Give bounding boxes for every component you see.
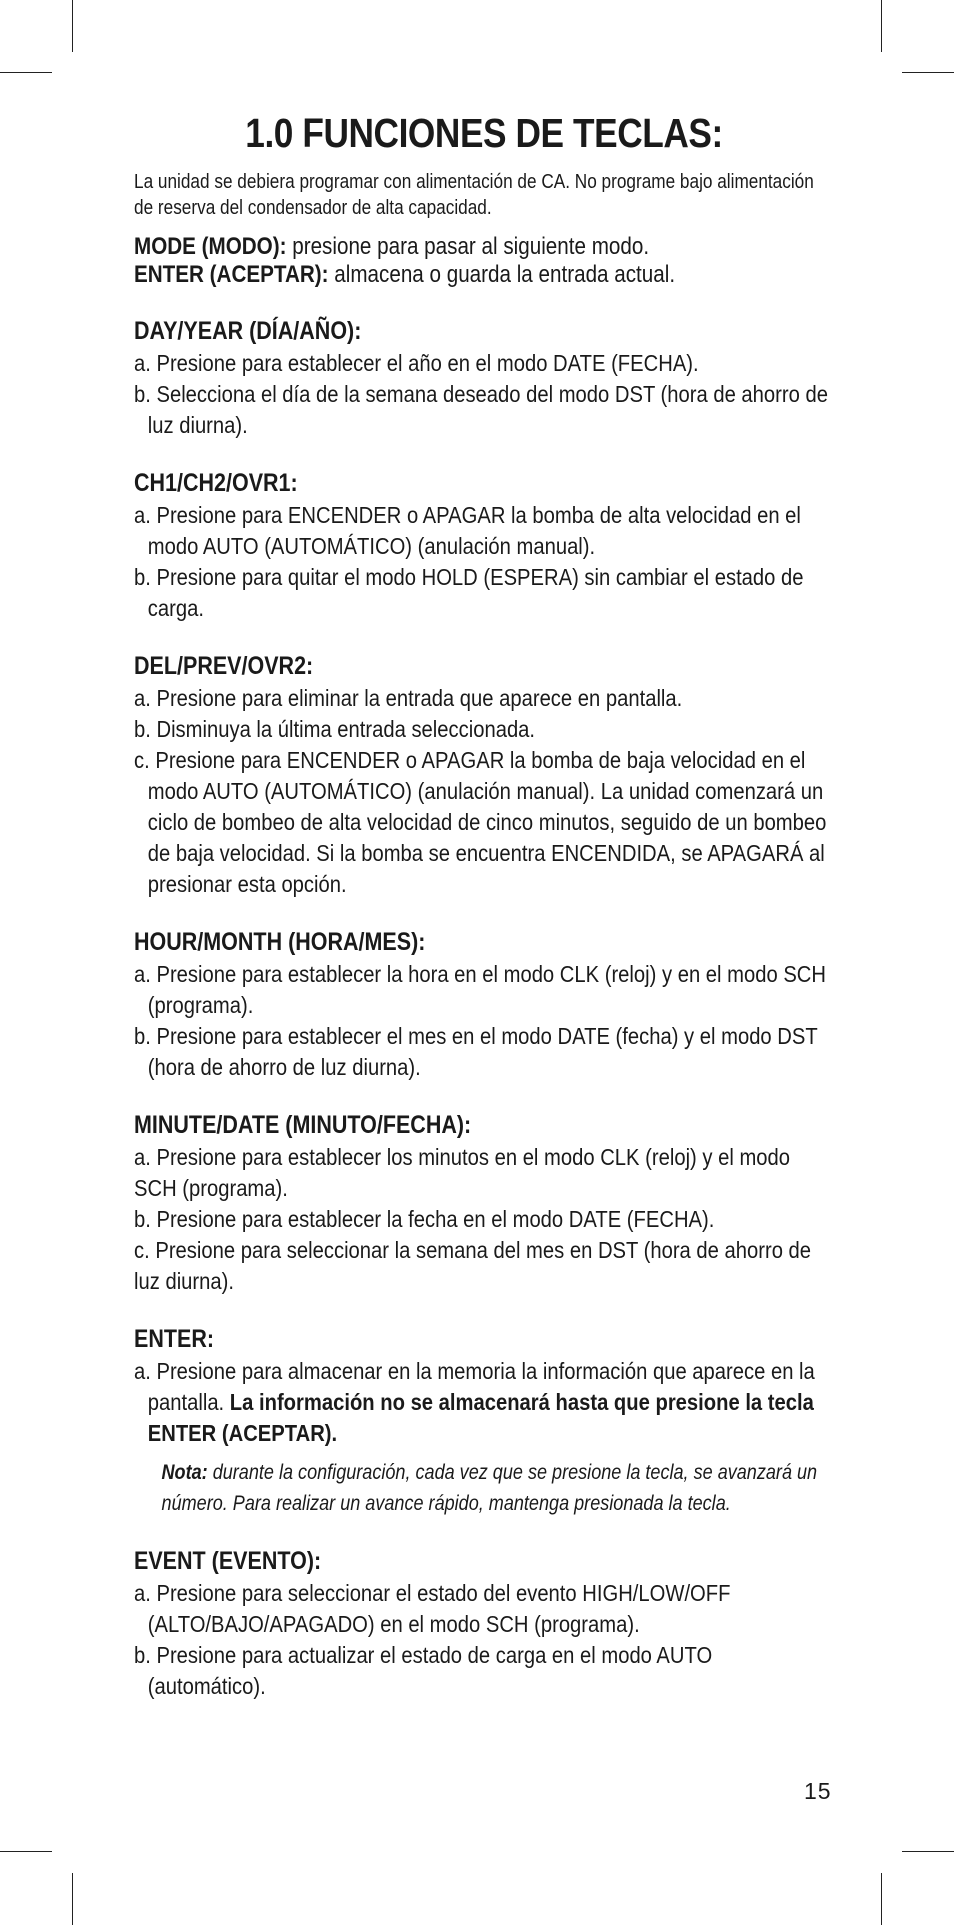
list-item: c. Presione para ENCENDER o APAGAR la bomba de baja velocidad en el modo AUTO (AUTOMÁTICO) (anulación manual). La unidad comenzará un ciclo de bombeo de alta velocidad de cinco minutos, seguido de un bombeo de baja velocidad. Si la bomba se encuentra ENCENDIDA, se APAGARÁ al presionar esta opción. (134, 747, 827, 897)
list-item: a. Presione para ENCENDER o APAGAR la bomba de alta velocidad en el modo AUTO (AUTOMÁTICO) (anulación manual). (134, 502, 801, 559)
crop-mark (0, 72, 52, 73)
list-item: b. Disminuya la última entrada seleccionada. (134, 716, 536, 742)
emphasis-text: La información no se almacenará hasta que presione la tecla ENTER (ACEPTAR). (147, 1389, 814, 1446)
list-item: b. Presione para quitar el modo HOLD (ESPERA) sin cambiar el estado de carga. (134, 564, 804, 621)
crop-mark (72, 0, 73, 52)
section-hour-month (134, 927, 834, 1083)
section-heading: EVENT (EVENTO): (134, 1547, 322, 1575)
section-minute-date (134, 1110, 834, 1297)
section-del-prev-ovr2 (134, 651, 834, 900)
list-item: a. Presione para establecer el año en el modo DATE (FECHA). (134, 350, 699, 376)
section-heading: HOUR/MONTH (HORA/MES): (134, 928, 426, 956)
note: Nota: durante la configuración, cada vez que se presione la tecla, se avanzará un número. Para realizar un avance rápido, mantenga presionada la tecla. (161, 1461, 818, 1515)
section-heading: DEL/PREV/OVR2: (134, 652, 314, 680)
mode-key-label: MODE (MODO): (134, 233, 287, 260)
list-item: b. Presione para establecer el mes en el modo DATE (fecha) y el modo DST (hora de ahorro de luz diurna). (134, 1023, 818, 1080)
crop-mark (881, 0, 882, 52)
list-item: a. Presione para almacenar en la memoria la información que aparece en la pantalla. La información no se almacenará hasta que presione la tecla ENTER (ACEPTAR). (134, 1358, 815, 1446)
list-item: a. Presione para establecer los minutos en el modo CLK (reloj) y el modo SCH (programa). (134, 1144, 791, 1201)
enter-key-line: ENTER (ACEPTAR): almacena o guarda la entrada actual. (134, 261, 676, 288)
list-item: b. Presione para actualizar el estado de carga en el modo AUTO (automático). (134, 1642, 713, 1699)
list-item: b. Selecciona el día de la semana deseado del modo DST (hora de ahorro de luz diurna). (134, 381, 828, 438)
section-event (134, 1546, 834, 1702)
list-item: a. Presione para establecer la hora en el modo CLK (reloj) y en el modo SCH (programa). (134, 961, 826, 1018)
section-heading: MINUTE/DATE (MINUTO/FECHA): (134, 1111, 472, 1139)
list-item: a. Presione para seleccionar el estado del evento HIGH/LOW/OFF (ALTO/BAJO/APAGADO) en el modo SCH (programa). (134, 1580, 731, 1637)
crop-mark (902, 1851, 954, 1852)
section-heading: ENTER: (134, 1325, 215, 1353)
section-heading: CH1/CH2/OVR1: (134, 469, 298, 497)
crop-mark (902, 72, 954, 73)
intro-paragraph: La unidad se debiera programar con alimentación de CA. No programe bajo alimentación de reserva del condensador de alta capacidad. (134, 171, 814, 219)
crop-mark (0, 1851, 52, 1852)
page-title: 1.0 FUNCIONES DE TECLAS: (245, 110, 723, 156)
page-number: 15 (804, 1778, 832, 1804)
crop-mark (72, 1873, 73, 1925)
crop-mark (881, 1873, 882, 1925)
list-item: b. Presione para establecer la fecha en el modo DATE (FECHA). (134, 1206, 715, 1232)
section-enter (134, 1324, 834, 1519)
enter-key-label: ENTER (ACEPTAR): (134, 261, 329, 288)
key-summary (134, 233, 834, 289)
note-label: Nota: (161, 1461, 208, 1484)
section-ch1-ch2-ovr1 (134, 468, 834, 624)
list-item: c. Presione para seleccionar la semana del mes en DST (hora de ahorro de luz diurna). (134, 1237, 812, 1294)
section-day-year (134, 316, 834, 441)
list-item: a. Presione para eliminar la entrada que aparece en pantalla. (134, 685, 683, 711)
page-content (134, 110, 828, 1702)
mode-key-line: MODE (MODO): presione para pasar al siguiente modo. (134, 233, 650, 260)
section-heading: DAY/YEAR (DÍA/AÑO): (134, 317, 362, 345)
